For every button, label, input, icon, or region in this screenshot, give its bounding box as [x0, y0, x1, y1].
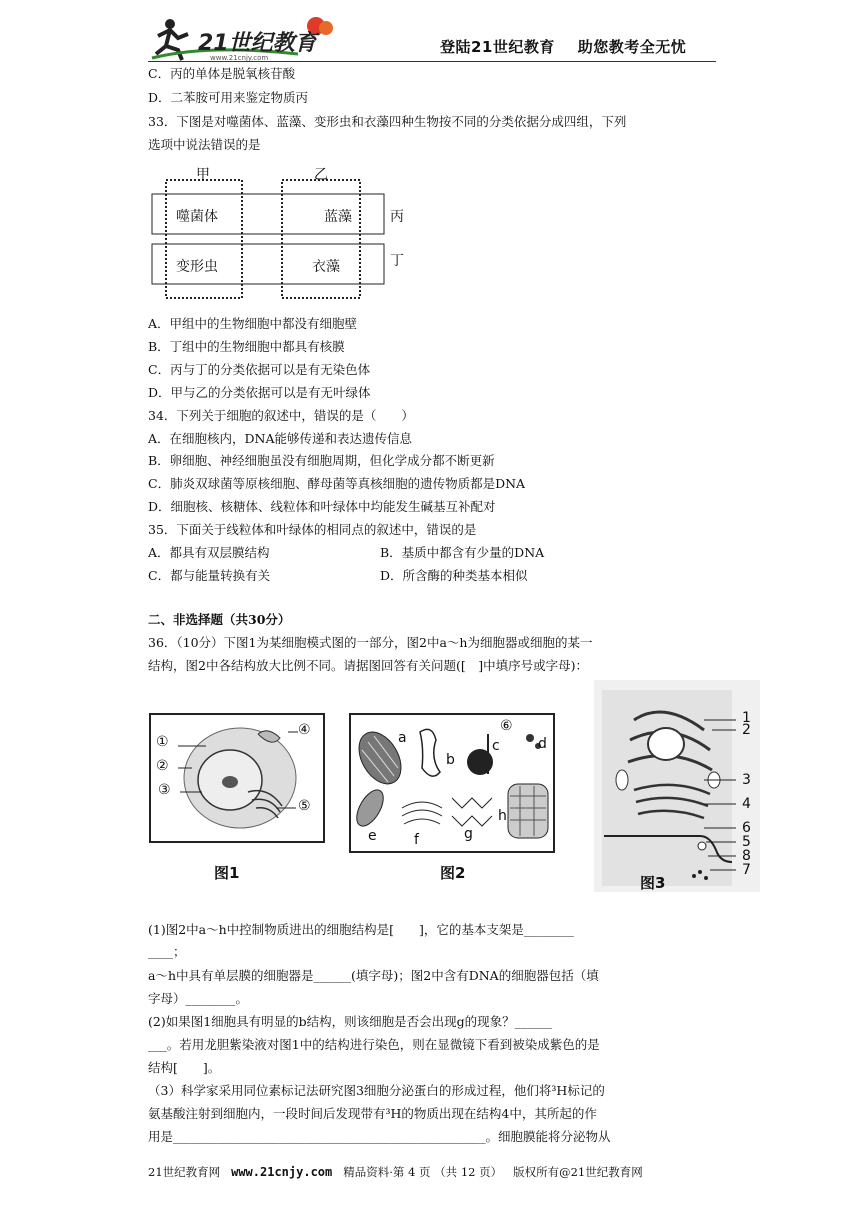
q36-part3-line1: （3）科学家采用同位素标记法研究图3细胞分泌蛋白的形成过程，他们将³H标记的 [148, 1083, 605, 1098]
fig3-label-3: 3 [742, 772, 751, 788]
q35-option-b: B．基质中都含有少量的DNA [380, 545, 545, 560]
group-ding-label: 丁 [390, 253, 404, 269]
q33-stem-1: 33．下图是对噬菌体、蓝藻、变形虫和衣藻四种生物按不同的分类依据分成四组，下列 [148, 114, 627, 129]
q32-option-c: C．丙的单体是脱氧核苷酸 [148, 66, 296, 81]
q33-classification-diagram [148, 160, 418, 302]
fig3-label-4: 4 [742, 796, 751, 812]
fig2-label-e: e [368, 828, 377, 844]
fig2-label-b: b [446, 752, 455, 768]
q36-part1-line1: (1)图2中a～h中控制物质进出的细胞结构是[ ]，它的基本支架是________ [148, 922, 574, 937]
organism-chlamydomonas: 衣藻 [312, 259, 340, 275]
q36-part2-line1: (2)如果图1细胞具有明显的b结构，则该细胞是否会出现g的现象？______ [148, 1014, 553, 1029]
footer-copyright: 版权所有@21世纪教育网 [513, 1165, 643, 1179]
fig2-label-f: f [414, 832, 419, 848]
slogan-right: 助您教考全无忧 [577, 38, 687, 56]
q36-part3-line2: 氨基酸注射到细胞内，一段时间后发现带有³H的物质出现在结构4中，其所起的作 [148, 1106, 597, 1121]
q34-option-b: B．卵细胞、神经细胞虽没有细胞周期，但化学成分都不断更新 [148, 453, 495, 468]
q33-stem-2: 选项中说法错误的是 [148, 137, 261, 152]
fig2-label-g: g [464, 826, 473, 842]
svg-text:21世纪教育: 21世纪教育 [198, 31, 317, 56]
q36-part1-line4: 字母）________。 [148, 991, 249, 1006]
runner-logo-icon [148, 14, 338, 62]
fig3-label-2: 2 [742, 722, 751, 738]
q34-stem: 34．下列关于细胞的叙述中，错误的是（ ） [148, 408, 414, 423]
q36-part1-line3: a～h中具有单层膜的细胞器是______(填字母)；图2中含有DNA的细胞器包括（填 [148, 968, 599, 983]
q35-stem: 35．下面关于线粒体和叶绿体的相同点的叙述中，错误的是 [148, 522, 477, 537]
q35-option-c: C．都与能量转换有关 [148, 568, 271, 583]
fig3-label-1: 1 [742, 710, 751, 726]
footer-page-info: 精品资料·第 4 页 （共 12 页） [343, 1165, 503, 1179]
q34-option-d: D．细胞核、核糖体、线粒体和叶绿体中均能发生碱基互补配对 [148, 499, 496, 514]
footer-site: 21世纪教育网 [148, 1165, 221, 1179]
fig1-label-4: ④ [298, 722, 311, 738]
fig1-label-2: ② [156, 758, 169, 774]
q34-option-c: C．肺炎双球菌等原核细胞、酵母菌等真核细胞的遗传物质都是DNA [148, 476, 526, 491]
group-jia-label: 甲 [196, 167, 210, 183]
q35-option-d: D．所含酶的种类基本相似 [380, 568, 528, 583]
fig3-label-6: 6 [742, 820, 751, 836]
organism-amoeba: 变形虫 [176, 259, 218, 275]
slogan-left: 登陆21世纪教育 [440, 38, 555, 56]
fig2-label-c: c [492, 738, 500, 754]
fig1-label-5: ⑤ [298, 798, 311, 814]
q34-option-a: A．在细胞核内，DNA能够传递和表达遗传信息 [148, 431, 413, 446]
fig3-label-5: 5 [742, 834, 751, 850]
fig1-label-1: ① [156, 734, 169, 750]
fig1-label-3: ③ [158, 782, 171, 798]
organism-cyanobacteria: 蓝藻 [324, 209, 352, 225]
fig3-label-7: 7 [742, 862, 751, 878]
site-logo [148, 14, 338, 62]
header-slogan [440, 36, 686, 57]
q36-part2-line3: 结构[ ]。 [148, 1060, 221, 1075]
fig3-label-8: 8 [742, 848, 751, 864]
group-yi-label: 乙 [314, 167, 328, 183]
organism-phage: 噬菌体 [176, 209, 218, 225]
q35-options-row2 [148, 568, 528, 584]
q36-stem-1: 36．（10分）下图1为某细胞模式图的一部分，图2中a～h为细胞器或细胞的某一 [148, 635, 593, 650]
q33-option-a: A．甲组中的生物细胞中都没有细胞壁 [148, 316, 358, 331]
q33-option-d: D．甲与乙的分类依据可以是有无叶绿体 [148, 385, 371, 400]
header-rule [148, 61, 716, 62]
footer-url[interactable]: www.21cnjy.com [231, 1165, 333, 1179]
figure-1-cell-diagram [148, 712, 328, 846]
fig2-label-6: ⑥ [500, 718, 513, 734]
page-footer [148, 1164, 643, 1180]
q36-part1-line2: ____； [148, 944, 186, 959]
group-bing-label: 丙 [390, 209, 404, 225]
q32-option-d: D．二苯胺可用来鉴定物质丙 [148, 90, 309, 105]
figure-2-organelles [348, 712, 558, 856]
fig2-label-a: a [398, 730, 407, 746]
q36-stem-2: 结构，图2中各结构放大比例不同。请据图回答有关问题([ ]中填序号或字母)： [148, 658, 588, 673]
q33-option-c: C．丙与丁的分类依据可以是有无染色体 [148, 362, 371, 377]
q35-option-a: A．都具有双层膜结构 [148, 545, 270, 560]
svg-text:www.21cnjy.com: www.21cnjy.com [210, 54, 269, 62]
q36-part3-line3: 用是__________________________________________________。细胞膜能将分泌物从 [148, 1129, 611, 1144]
figure-2-caption: 图2 [440, 864, 466, 882]
section-title: 二、非选择题（共30分） [148, 612, 291, 627]
q35-options-row1 [148, 545, 545, 561]
q36-part2-line2: ___。若用龙胆紫染液对图1中的结构进行染色，则在显微镜下看到被染成紫色的是 [148, 1037, 600, 1052]
figure-3-secretory-cell [594, 680, 760, 892]
fig2-label-h: h [498, 808, 507, 824]
fig2-label-d: d [538, 736, 547, 752]
figure-3-caption: 图3 [640, 874, 666, 892]
figure-1-caption: 图1 [214, 864, 240, 882]
q33-option-b: B．丁组中的生物细胞中都具有核膜 [148, 339, 345, 354]
